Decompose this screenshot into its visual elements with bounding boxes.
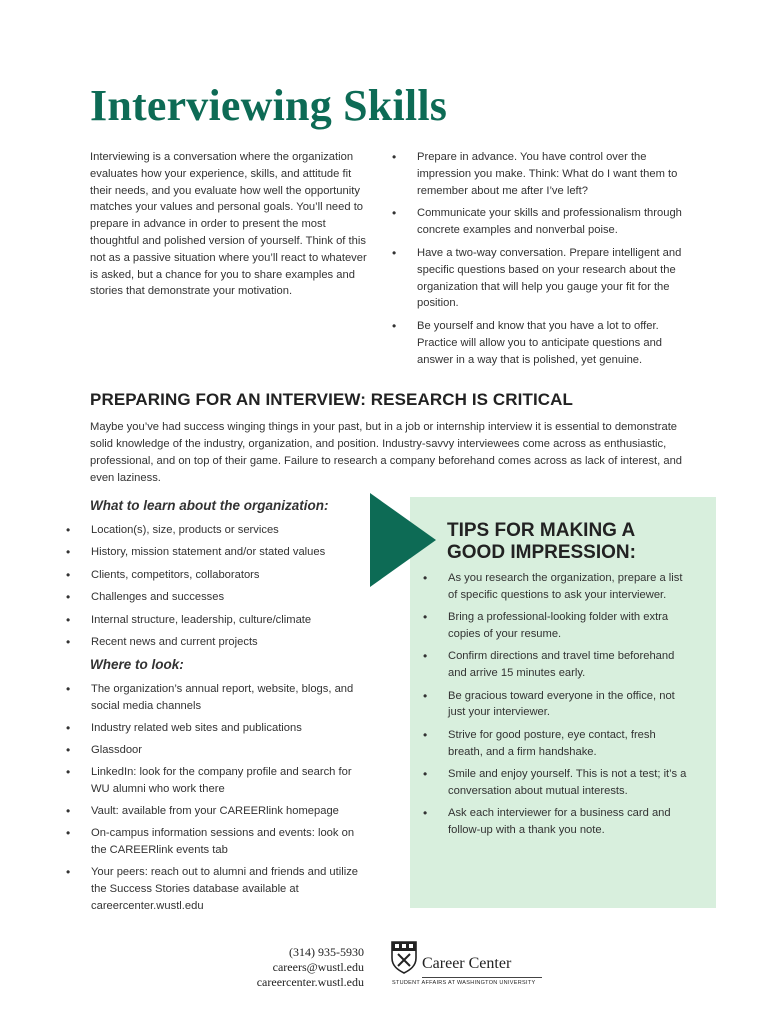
intro-paragraph: Interviewing is a conversation where the organization evaluates how your experience, skills, and attitude fit their needs, and you evaluate how well the opportunity matches your values and personal goals. You’ll need to prepare in advance in order to present the most thoughtful and polished version of yourself. Think of this not as a passive situation where you’ll react to whatever is asked, but a chance for you to share examples and stories that demonstrate your motivation. xyxy=(90,151,367,298)
look-list xyxy=(66,681,366,920)
list-item: • Your peers: reach out to alumni and friends and utilize the Success Stories database available at careercenter.wustl.edu xyxy=(66,864,366,915)
list-item: • Smile and enjoy yourself. This is not a test; it’s a conversation about mutual interests. xyxy=(423,766,693,800)
logo-name: Career Center xyxy=(422,955,512,972)
list-item: • Prepare in advance. You have control over the impression you make. Think: What do I want them to remember about me after I’ve left? xyxy=(392,149,692,199)
list-item: • Recent news and current projects xyxy=(66,634,366,651)
list-item: • History, mission statement and/or stated values xyxy=(66,544,366,561)
research-heading: PREPARING FOR AN INTERVIEW: RESEARCH IS CRITICAL xyxy=(90,390,574,409)
tips-list xyxy=(423,570,693,844)
contact-email[interactable]: careers@wustl.edu xyxy=(272,960,364,974)
list-item: • Location(s), size, products or services xyxy=(66,522,366,539)
list-item: • Be yourself and know that you have a lot to offer. Practice will allow you to anticipate questions and answer in a way that is polished, yet genuine. xyxy=(392,318,692,368)
research-paragraph: Maybe you’ve had success winging things in your past, but in a job or internship interview it is essential to demonstrate solid knowledge of the industry, organization, and position. Industry-savvy interviewees come across as enthusiastic, professional, and on top of their game. Failure to research a company beforehand comes across as lack of interest, and even laziness. xyxy=(90,421,683,484)
contact-block xyxy=(257,945,364,990)
logo-divider xyxy=(422,977,542,978)
list-item: • Strive for good posture, eye contact, fresh breath, and a firm handshake. xyxy=(423,727,693,761)
look-heading: Where to look: xyxy=(90,657,184,672)
list-item: • Have a two-way conversation. Prepare intelligent and specific questions based on your research about the organization that will help you gauge your fit for the position. xyxy=(392,245,692,312)
page-title: Interviewing Skills xyxy=(90,81,448,130)
learn-list xyxy=(66,522,366,656)
list-item: • Bring a professional-looking folder with extra copies of your resume. xyxy=(423,609,693,643)
list-item: • LinkedIn: look for the company profile and search for WU alumni who work there xyxy=(66,764,366,798)
list-item: • Be gracious toward everyone in the office, not just your interviewer. xyxy=(423,688,693,722)
contact-phone: (314) 935-5930 xyxy=(289,945,364,959)
learn-heading: What to learn about the organization: xyxy=(90,498,329,513)
list-item: • As you research the organization, prepare a list of specific questions to ask your interviewer. xyxy=(423,570,693,604)
list-item: • On-campus information sessions and events: look on the CAREERlink events tab xyxy=(66,825,366,859)
logo-tagline: STUDENT AFFAIRS AT WASHINGTON UNIVERSITY xyxy=(392,980,536,986)
list-item: • Glassdoor xyxy=(66,742,366,759)
list-item: • Confirm directions and travel time beforehand and arrive 15 minutes early. xyxy=(423,648,693,682)
list-item: • Internal structure, leadership, culture/climate xyxy=(66,612,366,629)
career-center-logo xyxy=(390,940,550,990)
tips-title: TIPS FOR MAKING A GOOD IMPRESSION: xyxy=(447,520,636,563)
list-item: • Ask each interviewer for a business card and follow-up with a thank you note. xyxy=(423,805,693,839)
list-item: • The organization’s annual report, website, blogs, and social media channels xyxy=(66,681,366,715)
interview-principles-list xyxy=(392,149,692,375)
university-crest-icon xyxy=(390,940,418,974)
list-item: • Industry related web sites and publications xyxy=(66,720,366,737)
contact-website[interactable]: careercenter.wustl.edu xyxy=(256,975,364,989)
list-item: • Communicate your skills and professionalism through concrete examples and nonverbal poise. xyxy=(392,205,692,239)
list-item: • Challenges and successes xyxy=(66,589,366,606)
list-item: • Clients, competitors, collaborators xyxy=(66,567,366,584)
list-item: • Vault: available from your CAREERlink homepage xyxy=(66,803,366,820)
